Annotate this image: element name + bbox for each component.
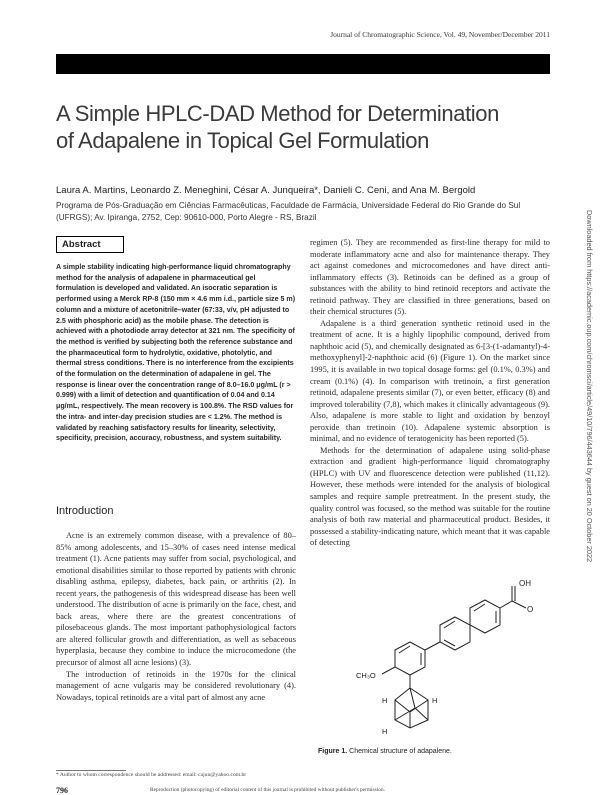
title-line-2: of Adapalene in Topical Gel Formulation (56, 128, 429, 153)
download-note-text: Downloaded from https://academic.oup.com/chromsci/article/49/10/796/443644 by guest on 20 October 2022 (585, 210, 594, 563)
right-column-body (310, 237, 550, 549)
intro-paragraph-1: Acne is an extremely common disease, with a prevalence of 80–85% among adolescents, and 15–30% of cases need intense medical treatment (1). Acne patients may suffer from social, psychological, and emotional disabilities similar to those reported by patients with chronic disabling asthma, epilepsy, diabetes, back pain, or arthritis (2). In recent years, the pathogenesis of this widespread disease has been well understood. The distribution of acne is primarily on the face, chest, and back areas, where there are the greatest concentrations of pilosebaceous glands. The most important pathophysiological factors are altered follicular growth and differentiation, as well as sebaceous hyperplasia, because they combine to induce the microcomedone (the precursor of almost all acne lesions) (3). (56, 531, 296, 668)
reprint-notice: Reproduction (photocopying) of editorial content of this journal is prohibited without publisher's permission. (150, 787, 385, 793)
figure-caption-text: Chemical structure of adapalene. (347, 748, 452, 755)
atom-label-o: O (527, 605, 534, 614)
right-paragraph-3: Methods for the determination of adapalene using solid-phase extraction and gradient high-performance liquid chromatography (HPLC) with UV and fluorescence detection were published (11,12). However, these methods were intended for the analysis of biological samples and require sample pretreatment. In the present study, the quality control was focused, so the method was suitable for the routine analysis of both raw material and pharmaceutical product. Besides, it possessed a stability-indicating nature, which meant that it was capable of detecting (310, 445, 550, 548)
right-paragraph-2: Adapalene is a third generation synthetic retinoid used in the treatment of acne. It is a highly lipophilic compound, derived from naphthoic acid (5), and chemically designated as 6-[3-(1-adamantyl)-4-methoxyphenyl]-2-naphthoic acid (6) (Figure 1). On the market since 1995, it is available in two topical dosage forms: gel (0.1%, 0.3%) and cream (0.1%) (4). In comparison with tretinoin, a first generation retinoid, adapalene presents similar (7), or even better, efficacy (8) and improved tolerability (7,8), which makes it clinically advantageous (9). Also, adapalene is more stable to light and oxidation by benzoyl peroxide than tretinoin (10). Adapalene systemic absorption is minimal, and no evidence of teratogenicity has been reported (5). (310, 318, 550, 444)
author-list: Laura A. Martins, Leonardo Z. Meneghini, César A. Junqueira*, Danieli C. Ceni, and Ana M. Bergold (56, 185, 476, 196)
header-bar (56, 54, 550, 74)
paper-title (56, 100, 536, 154)
naphthalene-ring-b (440, 617, 470, 650)
affiliation: Programa de Pós-Graduação em Ciências Farmacêuticas, Faculdade de Farmácia, Universidade Federal do Rio Grande do Sul (UFRGS); Av. Ipiranga, 2752, Cep: 90610-000, Porto Alegre - RS, Brazil (56, 201, 521, 222)
download-note (584, 210, 594, 590)
adapalene-structure-figure (320, 578, 550, 748)
journal-citation: Journal of Chromatographic Science, Vol. 49, November/December 2011 (330, 30, 550, 39)
chemical-structure-drawing (320, 578, 550, 748)
right-paragraph-1: regimen (5). They are recommended as first-line therapy for mild to moderate inflammatory acne and also for maintenance therapy. They act against comedones and microcomedones and have direct anti-inflammatory effects (3). Retinoids can be defined as a group of substances with the ability to bind retinoid receptors and activate the retinoid pathway. They are classified in three generations, based on their chemical structures (5). (310, 238, 550, 317)
page-number: 796 (56, 786, 68, 795)
introduction-heading: Introduction (56, 505, 114, 517)
title-line-1: A Simple HPLC-DAD Method for Determination (56, 101, 499, 126)
abstract-heading: Abstract (56, 236, 124, 253)
abstract-body: A simple stability indicating high-performance liquid chromatography method for the analysis of adapalene in pharmaceutical gel formulation is developed and validated. An isocratic separation is performed using a Merck RP-8 (150 mm × 4.6 mm i.d., particle size 5 m) column and a mixture of acetonitrile–water (67:33, v/v, pH adjusted to 2.5 with phosphoric acid) as the mobile phase. The detection is achieved with a photodiode array detector at 321 nm. The specificity of the method is verified by subjecting both the reference substance and the pharmaceutical form to hydrolytic, oxidative, photolytic, and thermal stress conditions. There is no interference from the excipients of the formulation on the determination of adapalene in gel. The response is linear over the concentration range of 8.0–16.0 μg/mL (r > 0.999) with a limit of detection and quantification of 0.04 and 0.14 μg/mL, respectively. The mean recovery is 100.8%. The RSD values for the intra- and inter-day precision studies are < 1.2%. The method is validated by reaching satisfactory results for linearity, selectivity, specificity, precision, accuracy, robustness, and system suitability. (56, 263, 296, 443)
atom-label-oh: OH (519, 579, 531, 588)
figure-label: Figure 1. (318, 748, 348, 755)
intro-paragraph-2: The introduction of retinoids in the 1970s for the clinical management of acne vulgaris may be considered revolutionary (4). Nowadays, topical retinoids are a vital part of almost any acne (56, 669, 296, 702)
atom-label-h3: H (382, 727, 388, 736)
figure-caption (318, 748, 452, 755)
footnote-divider (56, 770, 126, 771)
atom-label-methoxy: CH₃O (356, 671, 376, 680)
atom-label-h1: H (382, 696, 388, 705)
correspondence-footnote: * Author to whom correspondence should be addressed: email: cajun@yahoo.com.br (56, 772, 247, 778)
atom-label-h2: H (432, 696, 438, 705)
left-column-body (56, 530, 296, 703)
